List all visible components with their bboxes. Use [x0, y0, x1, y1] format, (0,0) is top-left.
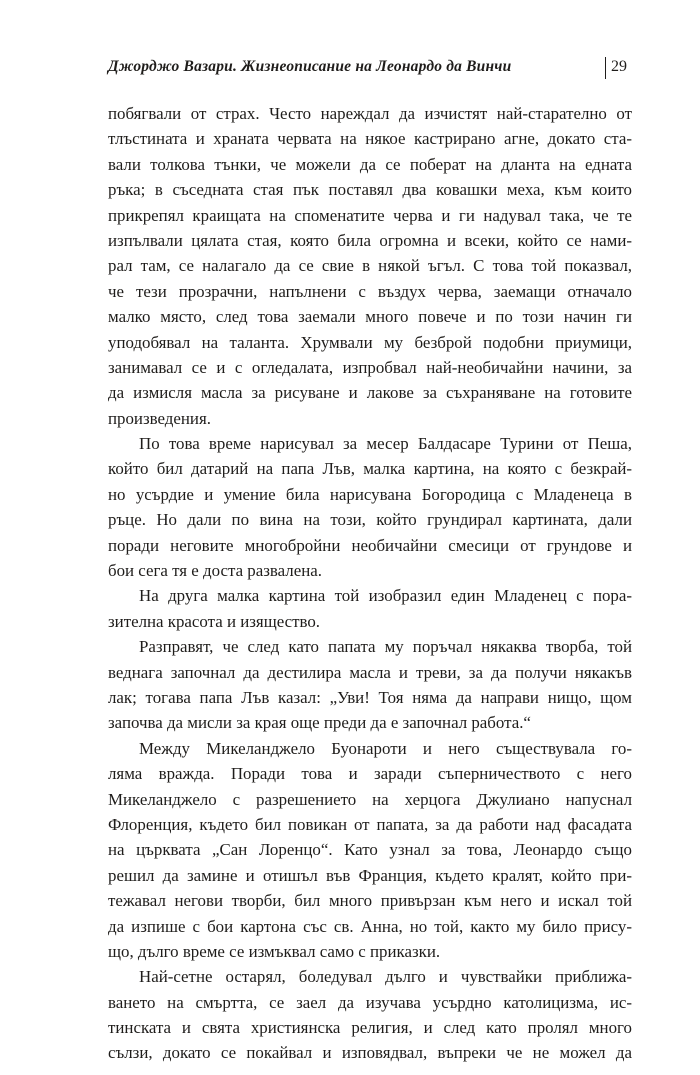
text-line: започва да мисли за края още преди да е започнал работа.“ [108, 713, 531, 733]
page-number: 29 [611, 58, 627, 75]
text-line: Флоренция, където бил повикан от папата, за да работи над фасадата [108, 814, 632, 834]
text-line: поради неговите многобройни необичайни смесици от грундове и [108, 535, 632, 555]
text-line: сълзи, докато се покайвал и изповядвал, въпреки че не можел да [108, 1043, 632, 1063]
text-line: но усърдие и умение била нарисувана Богородица с Младенеца в [108, 484, 632, 504]
text-line: зителна красота и изящество. [108, 611, 321, 631]
text-line: ръка; в съседната стая пък поставял два ковашки меха, към които [108, 180, 632, 200]
text-line: уподобявал на таланта. Хрумвали му безброй подобни приумици, [108, 332, 632, 352]
paragraph [108, 431, 632, 583]
text-line: тлъстината и храната червата на някое кастрирано агне, докато ста- [108, 129, 632, 149]
text-line: който бил датарий на папа Лъв, малка картина, на която с безкрай- [108, 459, 632, 479]
paragraph [108, 736, 632, 965]
text-line: рал там, се налагало да се свие в някой ъгъл. С това той показвал, [108, 256, 632, 276]
text-line: малко място, след това заемали много повече и по този начин ги [108, 307, 632, 327]
body-text [108, 101, 632, 1066]
text-line: да изпише с бои картона със св. Анна, но той, както му било прису- [108, 916, 632, 936]
text-line: Между Микеланджело Буонароти и него съществувала го- [139, 738, 632, 758]
text-line: На друга малка картина той изобразил един Младенец с пора- [139, 586, 632, 606]
running-head [108, 56, 632, 82]
text-line: вали толкова тънки, че можели да се поберат на дланта на едната [108, 154, 632, 174]
text-line: веднага започнал да дестилира масла и треви, за да получи някакъв [108, 662, 632, 682]
text-line: ляма вражда. Поради това и заради съперничеството с него [108, 764, 632, 784]
paragraph [108, 964, 632, 1066]
paragraph [108, 101, 632, 431]
text-line: да измисля масла за рисуване и лакове за съхраняване на готовите [108, 383, 632, 403]
text-line: прикрепял краищата на споменатите черва и ги надувал така, че те [108, 205, 632, 225]
text-line: побягвали от страх. Често нареждал да изчистят най-старателно от [108, 104, 632, 123]
text-line: решил да замине и отишъл във Франция, където кралят, който при- [108, 865, 632, 885]
text-line: Най-сетне остарял, боледувал дълго и чувствайки приближа- [139, 967, 632, 987]
paragraph [108, 583, 632, 634]
text-line: тинската и свята християнска религия, и след като пролял много [108, 1018, 632, 1038]
text-line: на църквата „Сан Лоренцо“. Като узнал за това, Леонардо също [108, 840, 632, 860]
text-line: лак; тогава папа Лъв казал: „Уви! Тоя няма да направи нищо, щом [108, 687, 632, 707]
text-line: бои сега тя е доста развалена. [108, 561, 322, 581]
text-line: По това време нарисувал за месер Балдасаре Турини от Пеша, [139, 434, 632, 454]
text-line: Разправят, че след като папата му поръчал някаква творба, той [139, 637, 632, 657]
text-line: ването на смъртта, се заел да изучава усърдно католицизма, ис- [108, 992, 632, 1012]
text-line: тежавал негови творби, бил много привързан към него и искал той [108, 891, 632, 911]
text-line: Микеланджело с разрешението на херцога Джулиано напуснал [108, 789, 632, 809]
text-line: що, дълго време се измъквал само с приказки. [108, 941, 441, 961]
text-line: че тези прозрачни, напълнени с въздух черва, заемащи отначало [108, 281, 632, 301]
text-line: занимавал се и с огледалата, изпробвал най-необичайни начини, за [108, 357, 632, 377]
running-head-title: Джорджо Вазари. Жизнеописание на Леонардо да Винчи [108, 58, 512, 75]
text-line: произведения. [108, 408, 211, 428]
paragraph [108, 634, 632, 736]
running-head-separator [605, 57, 606, 79]
text-line: ръце. Но дали по вина на този, който грундирал картината, дали [108, 510, 632, 530]
text-line: изпълвали цялата стая, която била огромна и всеки, който се нами- [108, 230, 632, 250]
